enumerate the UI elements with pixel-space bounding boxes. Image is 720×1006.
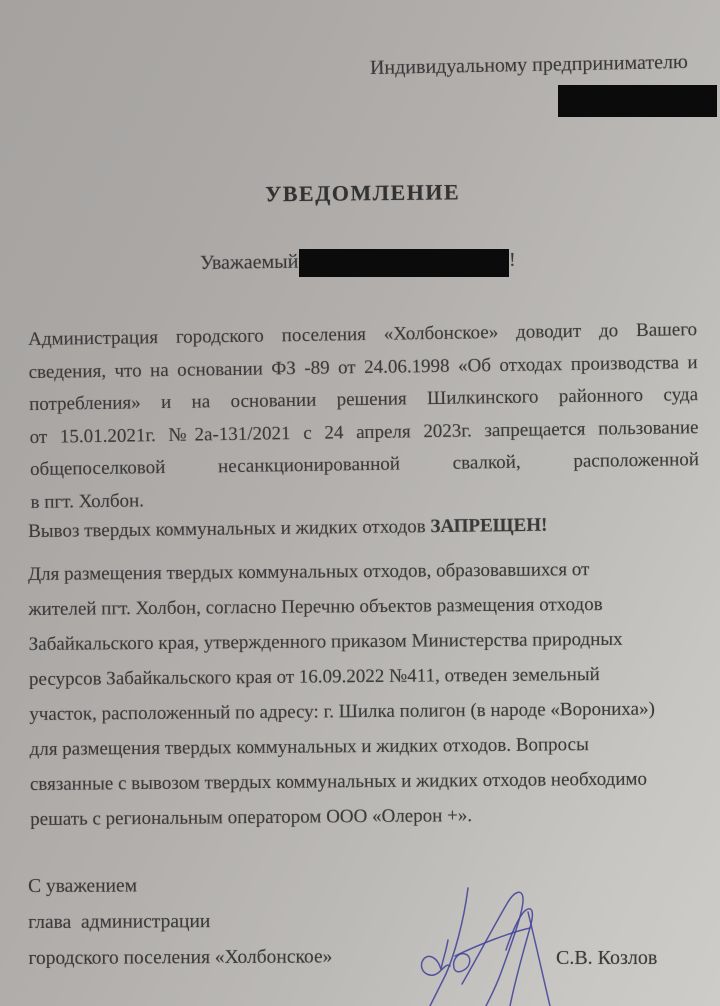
greeting-exclamation: ! [509,249,516,271]
warning-emphasis: ЗАПРЕЩЕН! [430,514,548,538]
paragraph-line: сведения, что на основании ФЗ -89 от 24.06.1998 «Об отходах производства и [28,351,698,383]
paragraph-line: участок, расположенный по адресу: г. Шилка полигон (в народе «Ворониха») [29,698,655,725]
closing-position-1: глава администрации [28,911,211,933]
paragraph-line: общепоселковой несанкционированной свалкой, расположенной [29,449,700,480]
recipient-line: Индивидуальному предпринимателю [369,50,689,79]
paragraph-line: Администрация городского поселения «Холбонское» доводит до Вашего [28,319,698,350]
redaction-bar-name [299,249,509,277]
paragraph-legal-basis [28,319,700,524]
paragraph-line: в пгт. Холбон. [30,489,145,513]
signer-name: С.В. Козлов [556,947,658,969]
closing-position-2: городского поселения «Холбонское» [28,946,333,969]
paragraph-line: Для размещения твердых коммунальных отходов, образовавшихся от [28,559,590,585]
paragraph-line: жителей пгт. Холбон, согласно Перечню объектов размещения отходов [28,593,603,620]
paragraph-line: ресурсов Забайкальского края от 16.09.2022 №411, отведен земельный [28,664,600,690]
paragraph-landfill-info [28,558,699,844]
paragraph-line: связанные с вывозом твердых коммунальных и жидких отходов необходимо [29,768,648,795]
paragraph-line: решать с региональным оператором ООО «Олерон +». [30,805,473,830]
warning-text: Вывоз твердых коммунальных и жидких отходов [28,516,431,542]
closing-block [28,874,332,984]
signature-ink [408,880,578,1006]
document-title: УВЕДОМЛЕНИЕ [265,179,461,207]
paragraph-line: потребления» и на основании решения Шилкинского районного суда [28,384,699,415]
paragraph-line: Забайкальского края, утвержденного приказом Министерства природных [28,628,623,655]
redaction-bar-recipient [558,85,717,117]
greeting-prefix: Уважаемый [199,250,299,274]
paragraph-line: от 15.01.2021г. №2а-131/2021 с 24 апреля 2023г. запрещается пользование [29,416,699,448]
paragraph-line: для размещения твердых коммунальных и жидких отходов. Вопросы [29,734,589,760]
closing-regards: С уважением [28,875,138,897]
